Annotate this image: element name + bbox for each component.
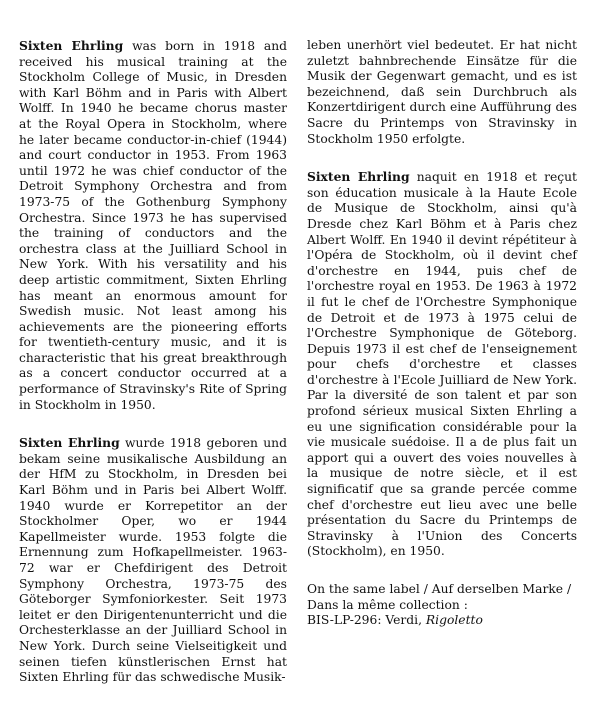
english-biography <box>19 38 287 413</box>
related-recording-item <box>307 613 577 629</box>
german-biography-text: wurde 1918 geboren und bekam seine musikalische Ausbildung an der HfM zu Stockholm, in Dresden bei Karl Böhm und in Paris bei Albert Wolff. 1940 wurde er Korrepetitor an der Stockholmer Oper, wo er 1944 Kapellmeister wurde. 1953 folgte die Ernennung zum Hofkapellmeister. 1963-72 war er Chefdirigent des Detroit Symphony Orchestra, 1973-75 des Göteborger Symfoniorkester. Seit 1973 leitet er den Dirigentenunterricht und die Orchesterklasse an der Juilliard School in New York. Durch seine Vielseitigkeit und seinen tiefen künstlerischen Ernst hat Sixten Ehrling für das schwedische Musik- <box>19 436 287 685</box>
related-label-line-2: Dans la même collection : <box>307 597 468 612</box>
french-biography <box>307 169 577 560</box>
french-biography-text: naquit en 1918 et reçut son éducation musicale à la Haute Ecole de Musique de Stockholm, ainsi qu'à Dresde chez Karl Böhm et à Paris chez Albert Wolff. En 1940 il devint répétiteur à l'Opéra de Stockholm, où il devint chef d'orchestre en 1944, puis chef de l'orchestre royal en 1953. De 1963 à 1972 il fut le chef de l'Orchestre Symphonique de Detroit et de 1973 à 1975 celui de l'Orchestre Symphonique de Göteborg. Depuis 1973 il est chef de l'enseignement pour chefs d'orchestre et classes d'orchestre à l'Ecole Juilliard de New York. Par la diversité de son talent et par son profond sérieux musical Sixten Ehrling a eu une signification considérable pour la vie musicale suédoise. Il a de plus fait un apport qui a ouvert des voies nouvelles à la musique de notre siècle, et il est significatif que sa grande percée comme chef d'orchestre eut lieu avec une belle présentation du Sacre du Printemps de Stravinsky à l'Union des Concerts (Stockholm), en 1950. <box>307 170 577 559</box>
artist-name: Sixten Ehrling <box>307 169 410 185</box>
related-recordings <box>307 582 577 629</box>
german-biography-continued-text: leben unerhört viel bedeutet. Er hat nicht zuletzt bahnbrechende Einsätze für die Musik der Gegenwart gemacht, und es ist bezeichnend, daß sein Durchbruch als Konzertdirigent durch eine Aufführung des Sacre du Printemps von Stravinsky in Stockholm 1950 erfolgte. <box>307 38 577 146</box>
german-biography <box>19 435 287 686</box>
artist-name: Sixten Ehrling <box>19 435 120 451</box>
english-biography-text: was born in 1918 and received his musical training at the Stockholm College of Music, in Dresden with Karl Böhm and in Paris with Albert Wolff. In 1940 he became chorus master at the Royal Opera in Stockholm, where he later became conductor-in-chief (1944) and court conductor in 1953. From 1963 until 1972 he was chief conductor of the Detroit Symphony Orchestra and from 1973-75 of the Gothenburg Symphony Orchestra. Since 1973 he has supervised the training of conductors and the orchestra class at the Juilliard School in New York. With his versatility and his deep artistic commitment, Sixten Ehrling has meant an enormous amount for Swedish music. Not least among his achievements are the pioneering efforts for twentieth-century music, and it is characteristic that his great breakthrough as a concert conductor occurred at a performance of Stravinsky's Rite of Spring in Stockholm in 1950. <box>19 39 287 412</box>
artist-name: Sixten Ehrling <box>19 38 124 53</box>
right-column <box>307 38 577 629</box>
related-label-line-1: On the same label / Auf derselben Marke / <box>307 582 572 596</box>
german-biography-continued <box>307 38 577 147</box>
recording-title: Rigoletto <box>425 613 483 628</box>
left-column <box>19 38 287 708</box>
catalog-number: BIS-LP-296: Verdi, <box>307 613 426 628</box>
